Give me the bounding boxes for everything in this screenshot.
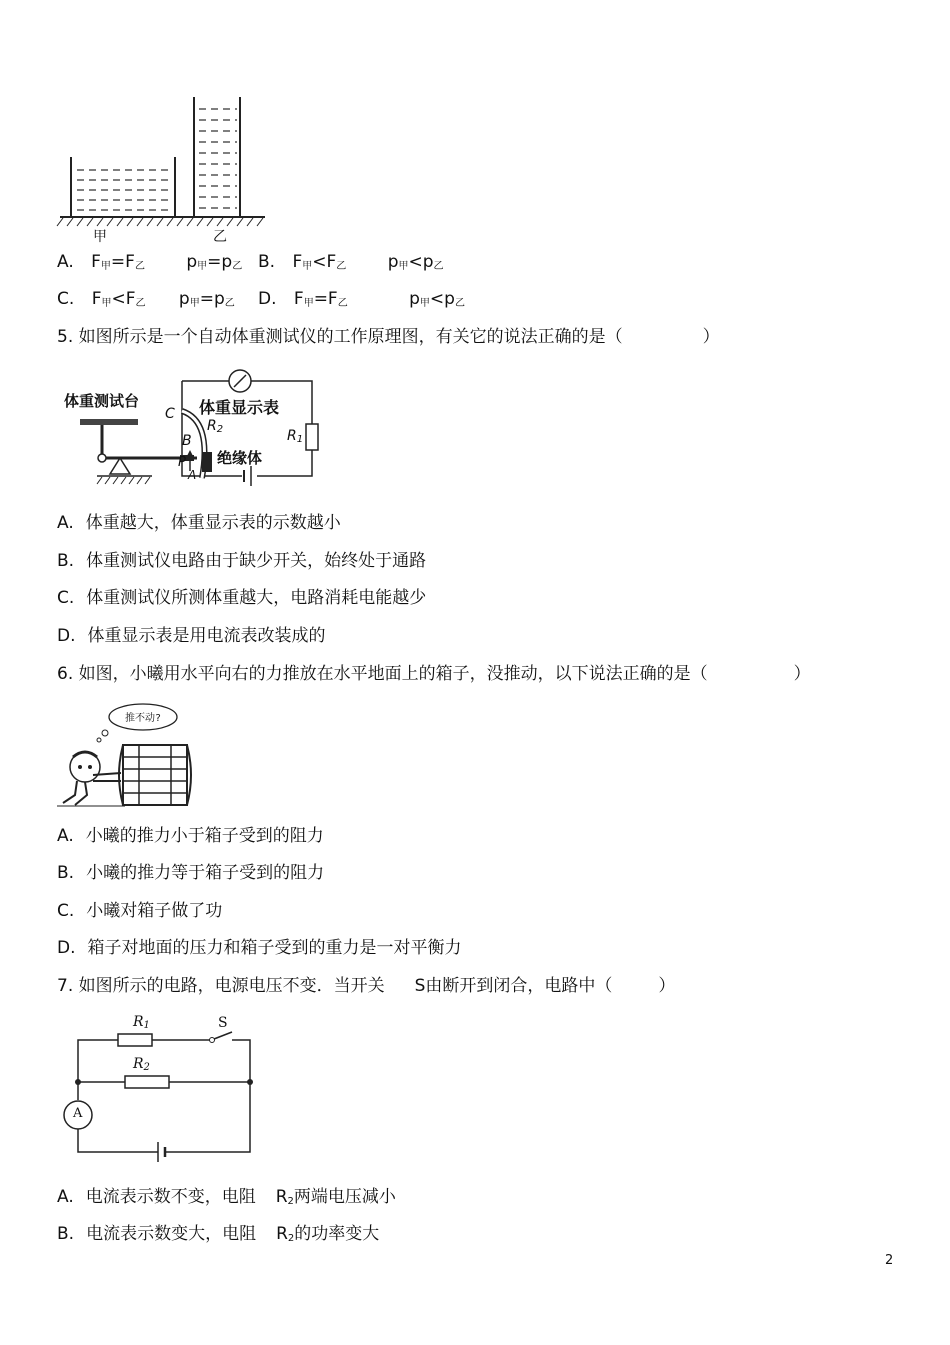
r1-subscript: 1 (143, 1020, 150, 1031)
sub-yi: 乙 (134, 261, 145, 272)
option-letter: B. (57, 863, 75, 883)
q7-stem (57, 975, 675, 997)
option-letter: D. (258, 289, 277, 309)
containers-figure (55, 92, 275, 242)
q5-stem-close: ） (702, 327, 720, 347)
insulator-label: 绝缘体 (217, 449, 263, 467)
pressure-relation: =p (207, 252, 233, 272)
r2-subscript: 2 (216, 424, 224, 435)
r2-subscript: 2 (143, 1062, 150, 1073)
pressure-relation: <p (408, 252, 434, 272)
option-letter: D. (57, 626, 76, 646)
container-right-label: 乙 (213, 229, 227, 245)
q4-option-c[interactable] (57, 288, 235, 315)
q6-stem-text: 6. 如图，小曦用水平向右的力推放在水平地面上的箱子，没推动，以下说法正确的是（ (57, 664, 708, 684)
sub-jia: 甲 (189, 298, 200, 309)
option-letter: B. (258, 252, 276, 272)
sub-jia: 甲 (302, 261, 313, 272)
q7-option-b[interactable] (57, 1223, 379, 1250)
resistor-symbol: R (276, 1224, 288, 1244)
q6-option-a[interactable] (57, 825, 324, 847)
option-text: 箱子对地面的压力和箱子受到的重力是一对平衡力 (87, 938, 462, 958)
q7-stem-close: ） (658, 976, 676, 996)
pressure-symbol: p (409, 289, 420, 309)
option-letter: C. (57, 588, 75, 608)
q4-option-d[interactable] (258, 288, 465, 315)
sub-yi: 乙 (337, 298, 348, 309)
r1-subscript: 1 (296, 434, 304, 445)
q7-stem-text-b: S由断开到闭合，电路中（ (414, 976, 613, 996)
q5-stem-text: 5. 如图所示是一个自动体重测试仪的工作原理图，有关它的说法正确的是（ (57, 327, 623, 347)
option-text-post: 两端电压减小 (293, 1187, 396, 1207)
sub-yi: 乙 (135, 298, 146, 309)
option-text-post: 的功率变大 (294, 1224, 380, 1244)
q5-stem (57, 326, 720, 348)
q6-option-c[interactable] (57, 900, 222, 922)
point-p-label: P (178, 455, 186, 470)
q6-stem (57, 663, 811, 685)
point-a-label: A (188, 468, 197, 482)
option-letter: A. (57, 513, 74, 533)
q6-option-b[interactable] (57, 862, 324, 884)
option-letter: C. (57, 289, 75, 309)
pressure-relation: =p (199, 289, 225, 309)
pressure-relation: <p (429, 289, 455, 309)
option-text: 体重测试仪电路由于缺少开关，始终处于通路 (86, 551, 427, 571)
q5-option-d[interactable] (57, 625, 326, 647)
sub-yi: 乙 (336, 261, 347, 272)
sub-yi: 乙 (232, 261, 243, 272)
force-symbol: F (293, 289, 304, 309)
pressure-symbol: p (186, 252, 198, 272)
option-text: 体重测试仪所测体重越大，电路消耗电能越少 (86, 588, 427, 608)
option-text-pre: 电流表示数不变，电阻 (85, 1187, 256, 1207)
sub-yi: 乙 (433, 261, 444, 272)
force-symbol: F (292, 252, 303, 272)
force-symbol: F (91, 289, 102, 309)
option-text: 小曦的推力小于箱子受到的阻力 (85, 826, 324, 846)
q4-option-a[interactable] (57, 251, 242, 278)
pressure-symbol: p (387, 252, 399, 272)
sub-yi: 乙 (224, 298, 235, 309)
sub-jia: 甲 (303, 298, 314, 309)
sub-jia: 甲 (101, 298, 112, 309)
weight-platform-label: 体重测试台 (64, 392, 140, 410)
option-text-pre: 电流表示数变大，电阻 (86, 1224, 257, 1244)
force-relation: <F (111, 289, 136, 309)
q5-option-b[interactable] (57, 550, 426, 572)
resistor-subscript: 2 (287, 1196, 294, 1207)
option-letter: B. (57, 1224, 75, 1244)
pressure-symbol: p (178, 289, 190, 309)
container-left-label: 甲 (93, 229, 107, 245)
option-letter: A. (57, 1187, 74, 1207)
option-text: 体重越大，体重显示表的示数越小 (85, 513, 341, 533)
force-relation: <F (312, 252, 337, 272)
q5-option-a[interactable] (57, 512, 341, 534)
sub-jia: 甲 (100, 261, 111, 272)
point-c-label: C (165, 406, 175, 422)
force-relation: =F (110, 252, 135, 272)
point-b-label: B (182, 433, 192, 449)
option-letter: A. (57, 252, 74, 272)
ammeter-label: A (73, 1106, 83, 1121)
q4-option-b[interactable] (258, 251, 444, 278)
q6-stem-close: ） (793, 664, 811, 684)
sub-jia: 甲 (197, 261, 208, 272)
sub-yi: 乙 (454, 298, 465, 309)
q6-option-d[interactable] (57, 937, 462, 959)
option-text: 小曦对箱子做了功 (86, 901, 223, 921)
q7-stem-text-a: 7. 如图所示的电路，电源电压不变．当开关 (57, 976, 385, 996)
r1-symbol: R (287, 428, 297, 444)
option-text: 小曦的推力等于箱子受到的阻力 (86, 863, 325, 883)
option-letter: D. (57, 938, 76, 958)
circuit-r2-label (133, 1056, 150, 1073)
option-letter: C. (57, 901, 75, 921)
circuit-switch-label: S (218, 1015, 228, 1031)
option-letter: B. (57, 551, 75, 571)
circuit-r1-label (133, 1014, 150, 1031)
resistor-symbol: R (275, 1187, 288, 1207)
q5-option-c[interactable] (57, 587, 426, 609)
weight-display-label: 体重显示表 (199, 398, 280, 417)
resistor-subscript: 2 (287, 1233, 295, 1244)
r1-symbol: R (133, 1014, 144, 1030)
r2-label (207, 418, 223, 435)
sub-jia: 甲 (419, 298, 430, 309)
sub-jia: 甲 (398, 261, 409, 272)
q7-option-a[interactable] (57, 1186, 396, 1213)
r2-symbol: R (133, 1056, 144, 1072)
circuit-figure (60, 1012, 260, 1167)
r2-symbol: R (207, 418, 217, 434)
page-number: 2 (885, 1253, 894, 1268)
option-letter: A. (57, 826, 74, 846)
force-symbol: F (91, 252, 101, 272)
r1-label (287, 428, 303, 445)
option-text: 体重显示表是用电流表改装成的 (87, 626, 326, 646)
force-relation: =F (313, 289, 338, 309)
thought-bubble-text: 推不动? (125, 713, 162, 724)
